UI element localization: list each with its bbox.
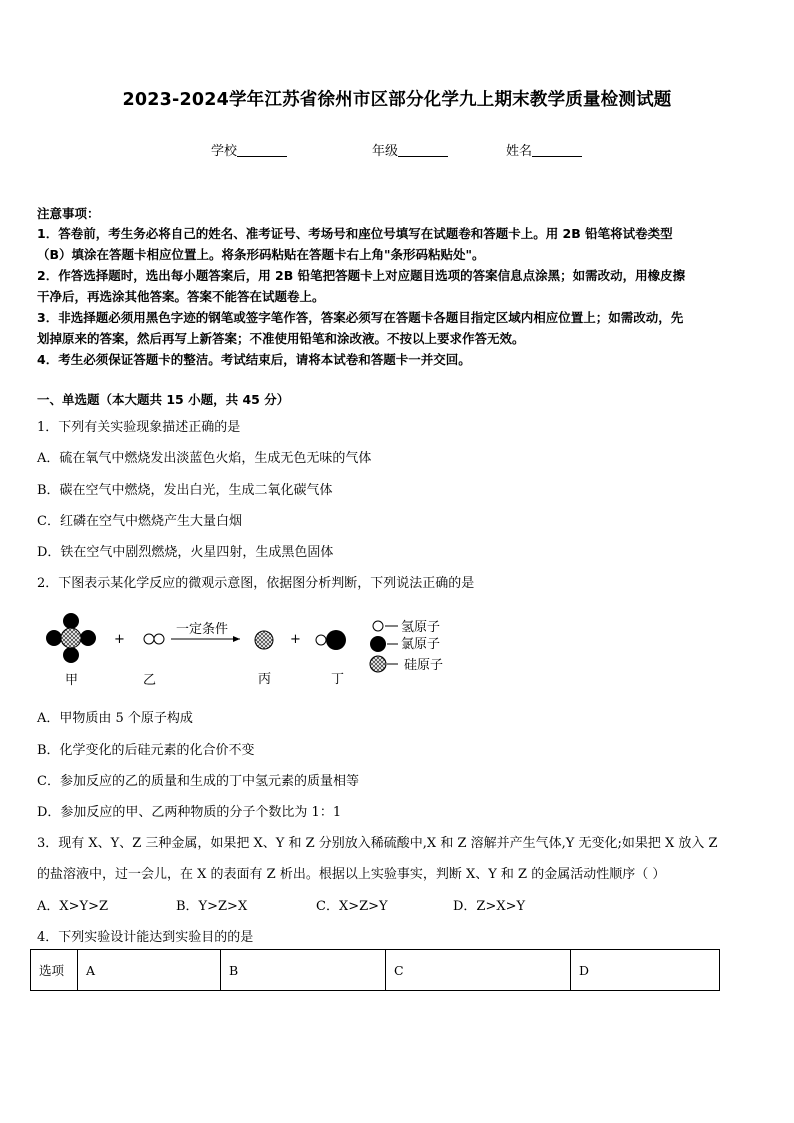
q3-option-c: C．X>Z>Y [316, 899, 388, 914]
reaction-condition: 一定条件 [176, 622, 229, 637]
q2-option-d: D．参加反应的甲、乙两种物质的分子个数比为 1：1 [37, 805, 342, 820]
plus-sign: + [290, 632, 301, 647]
table-header-cell: B [221, 950, 386, 991]
question-3-stem-cont: 的盐溶液中，过一会儿，在 X 的表面有 Z 析出。根据以上实验事实，判断 X、Y 和 Z 的金属活动性顺序（ ） [37, 867, 666, 882]
notice-line: 2．作答选择题时，选出每小题答案后，用 2B 铅笔把答题卡上对应题目选项的答案信息点涂黑；如需改动，用橡皮擦 [37, 268, 686, 283]
grade-blank [398, 144, 448, 157]
table-row [31, 950, 720, 991]
label-jia: 甲 [65, 673, 79, 688]
q1-option-d: D．铁在空气中剧烈燃烧，火星四射，生成黑色固体 [37, 545, 334, 560]
chlorine-atom-icon [370, 636, 386, 652]
legend-label: 氢原子 [401, 620, 441, 635]
legend-label: 氯原子 [401, 637, 441, 652]
legend-label: 硅原子 [404, 658, 444, 673]
arrow-head-icon [233, 636, 240, 642]
molecule-jia [46, 613, 96, 663]
hydrogen-atom-icon [373, 621, 383, 631]
q2-option-c: C．参加反应的乙的质量和生成的丁中氢元素的质量相等 [37, 774, 359, 789]
notice-line: 干净后，再选涂其他答案。答案不能答在试题卷上。 [37, 289, 325, 304]
q1-option-c: C．红磷在空气中燃烧产生大量白烟 [37, 514, 242, 529]
table-header-cell: D [571, 950, 720, 991]
molecule-ding [316, 630, 346, 650]
legend [370, 620, 443, 673]
question-4-stem: 4．下列实验设计能达到实验目的的是 [37, 930, 254, 945]
section-heading: 一、单选题（本大题共 15 小题，共 45 分） [37, 392, 290, 407]
q1-option-b: B．碳在空气中燃烧，发出白光，生成二氧化碳气体 [37, 483, 333, 498]
table-header-cell: C [386, 950, 571, 991]
question-2-stem: 2．下图表示某化学反应的微观示意图，依据图分析判断，下列说法正确的是 [37, 576, 475, 591]
q2-option-b: B．化学变化的后硅元素的化合价不变 [37, 743, 255, 758]
label-yi: 乙 [143, 673, 157, 688]
table-header-cell: A [78, 950, 221, 991]
school-blank [237, 144, 287, 157]
q3-option-d: D．Z>X>Y [453, 899, 526, 914]
molecule-yi [144, 634, 164, 644]
q1-option-a: A．硫在氧气中燃烧发出淡蓝色火焰，生成无色无味的气体 [37, 451, 372, 466]
question-1-stem: 1．下列有关实验现象描述正确的是 [37, 420, 241, 435]
notice-line: 3．非选择题必须用黑色字迹的钢笔或签字笔作答，答案必须写在答题卡各题目指定区域内相应位置上；如需改动，先 [37, 310, 684, 325]
molecule-bing [255, 631, 273, 649]
notice-line: 4．考生必须保证答题卡的整洁。考试结束后，请将本试卷和答题卡一并交回。 [37, 352, 471, 367]
notice-line: （B）填涂在答题卡相应位置上。将条形码粘贴在答题卡右上角"条形码粘贴处"。 [37, 247, 485, 262]
table-header-cell: 选项 [31, 950, 78, 991]
name-blank [532, 144, 582, 157]
reaction-diagram [0, 612, 794, 694]
q2-option-a: A．甲物质由 5 个原子构成 [37, 711, 193, 726]
school-field: 学校 [211, 140, 287, 159]
q3-option-b: B．Y>Z>X [176, 899, 248, 914]
label-ding: 丁 [331, 672, 345, 687]
page-title: 2023-2024学年江苏省徐州市区部分化学九上期末教学质量检测试题 [122, 90, 672, 110]
notice-line: 1．答卷前，考生务必将自己的姓名、准考证号、考场号和座位号填写在试题卷和答题卡上。用 2B 铅笔将试卷类型 [37, 226, 673, 241]
name-field: 姓名 [506, 140, 582, 159]
grade-field: 年级 [372, 140, 448, 159]
question-3-stem: 3．现有 X、Y、Z 三种金属，如果把 X、Y 和 Z 分别放入稀硫酸中,X 和 Z 溶解并产生气体,Y 无变化;如果把 X 放入 Z [37, 836, 718, 851]
q3-option-a: A．X>Y>Z [37, 899, 109, 914]
silicon-atom-icon [370, 656, 386, 672]
label-bing: 丙 [258, 672, 272, 687]
notice-heading: 注意事项： [37, 206, 100, 221]
plus-sign: + [114, 632, 125, 647]
notice-line: 划掉原来的答案，然后再写上新答案；不准使用铅笔和涂改液。不按以上要求作答无效。 [37, 331, 525, 346]
q4-table [30, 949, 720, 991]
